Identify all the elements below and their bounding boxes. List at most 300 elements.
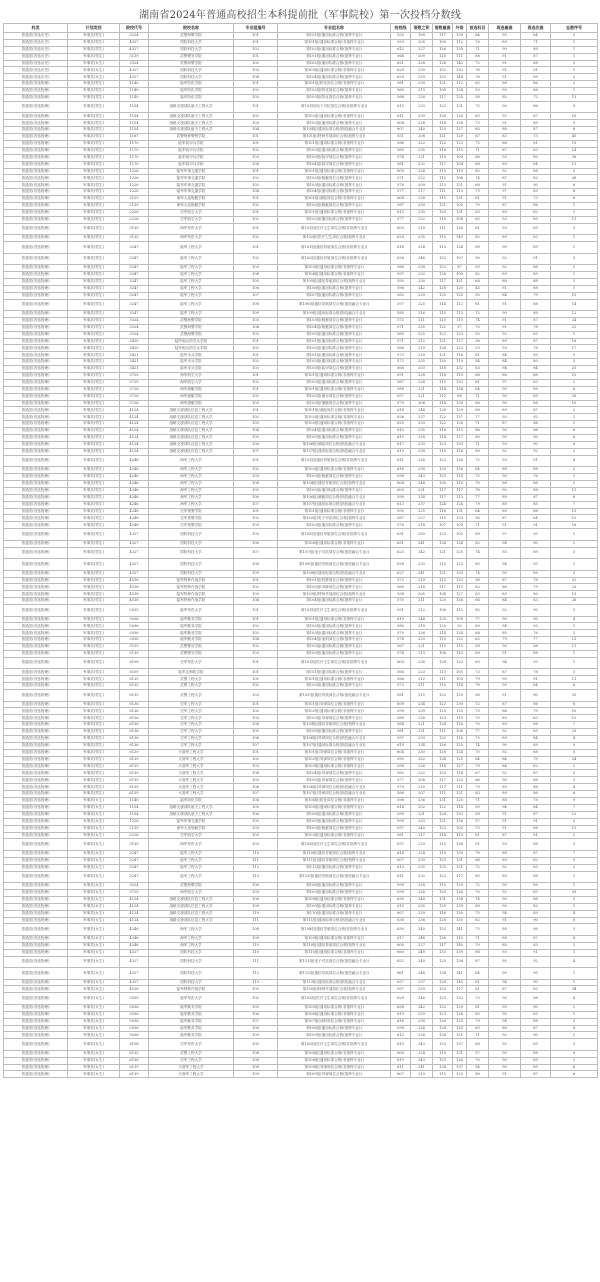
table-cell: 124: [453, 386, 467, 393]
table-cell: 89: [489, 871, 521, 883]
table-cell: 82: [467, 271, 489, 278]
table-cell: 102: [234, 515, 278, 522]
table-cell: 1140: [120, 81, 149, 88]
table-cell: 海军航空大学: [149, 889, 234, 896]
table-row: [4, 832, 598, 839]
table-cell: 3: [551, 359, 598, 366]
table-cell: 614: [391, 804, 411, 811]
table-cell: 89: [521, 1064, 551, 1071]
table-cell: 12: [551, 311, 598, 318]
table-cell: 第108组(通信导航岗位合格(指技融合专业)): [278, 559, 391, 571]
table-cell: 92: [521, 956, 551, 968]
table-row: [4, 127, 598, 134]
table-cell: 1: [551, 480, 598, 487]
table-cell: 90: [489, 1050, 521, 1057]
table-cell: 102: [234, 202, 278, 209]
table-cell: 1: [551, 88, 598, 95]
table-cell: 第106组(导弹岗位合格(指技融合专业)): [278, 784, 391, 791]
table-cell: 89: [521, 216, 551, 223]
table-cell: 普通类(首选物理): [4, 616, 68, 623]
table-cell: 90: [521, 435, 551, 442]
table-cell: 619: [391, 1057, 411, 1064]
table-cell: 129: [453, 33, 467, 40]
table-cell: 第102组(导弹岗位合格(非指挥专业)): [278, 756, 391, 763]
table-cell: 陆军炮兵防空兵学院: [149, 338, 234, 345]
table-cell: 71: [467, 393, 489, 400]
table-cell: 17: [551, 345, 598, 352]
table-cell: 87: [489, 515, 521, 522]
table-cell: 84: [521, 161, 551, 168]
table-cell: 589: [391, 386, 411, 393]
table-cell: 4327: [120, 540, 149, 547]
table-cell: 火箭军工程大学: [149, 1071, 234, 1078]
table-cell: 89: [521, 1039, 551, 1051]
table-cell: 第104组(舰艇岗位合格(指挥专业)): [278, 324, 391, 331]
table-cell: 国防科技大学: [149, 979, 234, 986]
table-cell: 566: [391, 366, 411, 373]
table-cell: 76: [467, 487, 489, 494]
table-cell: 普通类(首选物理): [4, 1018, 68, 1025]
table-cell: 3421: [120, 366, 149, 373]
table-cell: 军事类(男生): [68, 736, 120, 743]
table-cell: 110: [453, 480, 467, 487]
table-cell: 第108组(导弹岗位合格(非指挥专业)): [278, 1064, 391, 1071]
table-cell: 114: [433, 400, 453, 407]
table-cell: 88: [521, 265, 551, 272]
table-cell: 第109组(通用标准合格(指挥专业)): [278, 903, 391, 910]
table-cell: 93: [489, 154, 521, 161]
table-cell: 616: [391, 1018, 411, 1025]
table-cell: 125: [433, 708, 453, 715]
table-cell: 124: [453, 242, 467, 254]
table-cell: 95: [521, 529, 551, 541]
table-cell: 第109组(通用标准合格(指挥专业)): [278, 1032, 391, 1039]
table-cell: 600: [391, 487, 411, 494]
table-cell: 117: [433, 487, 453, 494]
table-cell: 111: [433, 676, 453, 683]
table-row: [4, 140, 598, 147]
table-cell: 121: [453, 278, 467, 285]
table-cell: 普通类(首选物理): [4, 435, 68, 442]
table-cell: 613: [391, 864, 411, 871]
table-cell: 226: [411, 630, 433, 637]
table-cell: 138: [453, 956, 467, 968]
table-cell: 普通类(首选物理): [4, 979, 68, 986]
table-cell: 11: [551, 644, 598, 651]
table-cell: 133: [453, 570, 467, 577]
table-cell: 普通类(首选物理): [4, 715, 68, 722]
table-cell: 陆军特种作战学院: [149, 986, 234, 993]
table-cell: 第102组(通用标准合格(指挥专业)): [278, 147, 391, 154]
table-row: [4, 676, 598, 683]
table-cell: 132: [433, 253, 453, 265]
table-cell: 6136: [120, 708, 149, 715]
table-cell: 87: [521, 770, 551, 777]
table-cell: 国防科技大学: [149, 949, 234, 956]
table-cell: 112: [433, 175, 453, 182]
table-cell: 225: [411, 331, 433, 338]
table-cell: 4246: [120, 942, 149, 949]
table-cell: 武警海警学院: [149, 883, 234, 890]
table-cell: 1: [551, 540, 598, 547]
table-cell: 104: [234, 161, 278, 168]
table-cell: 空军工程大学: [149, 722, 234, 729]
table-cell: 219: [411, 345, 433, 352]
table-cell: 108: [234, 559, 278, 571]
table-cell: 126: [453, 818, 467, 825]
table-cell: 84: [489, 763, 521, 770]
table-cell: 普通类(首选物理): [4, 839, 68, 851]
table-cell: 126: [453, 598, 467, 605]
table-cell: 113: [234, 871, 278, 883]
table-cell: 89: [489, 715, 521, 722]
table-cell: 军事类(女生): [68, 850, 120, 857]
table-cell: 97: [453, 324, 467, 331]
table-cell: 第105组(通用标准合格(非指挥专业)): [278, 1004, 391, 1011]
table-cell: 60: [467, 657, 489, 669]
table-cell: 第109组(通用标准合格(非指挥专业)): [278, 935, 391, 942]
table-cell: 普通类(首选物理): [4, 386, 68, 393]
table-cell: 122: [433, 690, 453, 702]
table-cell: 84: [467, 467, 489, 474]
table-cell: 普通类(首选物理): [4, 623, 68, 630]
table-cell: 75: [467, 910, 489, 917]
table-cell: 76: [467, 850, 489, 857]
table-cell: 105: [234, 435, 278, 442]
table-cell: 第104组(通用标准合格(指技融合专业)): [278, 127, 391, 134]
table-cell: 第103组(通用标准合格(指挥专业)): [278, 889, 391, 896]
table-cell: 90: [521, 605, 551, 617]
table-cell: 5: [551, 770, 598, 777]
table-cell: 陆军军事交通学院: [149, 182, 234, 189]
table-cell: 109: [433, 39, 453, 46]
table-cell: 5: [551, 168, 598, 175]
table-cell: 101: [234, 701, 278, 708]
table-cell: 第105组(导弹岗位合格(指挥专业)): [278, 777, 391, 784]
table-cell: 第111组(通信导航岗位合格(指挥专业)): [278, 857, 391, 864]
table-cell: 85: [489, 630, 521, 637]
table-cell: 3247: [120, 242, 149, 254]
table-cell: 228: [411, 168, 433, 175]
table-cell: 6108: [120, 657, 149, 669]
table-cell: 600: [391, 1050, 411, 1057]
table-cell: 241: [411, 570, 433, 577]
table-row: [4, 88, 598, 95]
table-cell: 62: [467, 584, 489, 591]
table-cell: 75: [467, 189, 489, 196]
table-cell: 217: [411, 189, 433, 196]
table-cell: 87: [521, 1071, 551, 1078]
table-cell: 72: [467, 140, 489, 147]
table-cell: 军事类(男生): [68, 386, 120, 393]
table-cell: 111: [453, 53, 467, 60]
table-cell: 71: [467, 798, 489, 805]
table-cell: 90: [489, 487, 521, 494]
table-cell: 101: [234, 168, 278, 175]
table-cell: 115: [433, 168, 453, 175]
table-cell: 139: [453, 903, 467, 910]
table-cell: 88: [521, 871, 551, 883]
table-cell: 9: [551, 798, 598, 805]
table-cell: 普通类(首选物理): [4, 400, 68, 407]
table-cell: 235: [411, 864, 433, 871]
table-cell: 军事类(女生): [68, 903, 120, 910]
table-cell: 93: [489, 547, 521, 559]
table-cell: 26: [551, 598, 598, 605]
table-cell: 第105组(通用标准合格(指挥专业)): [278, 331, 391, 338]
table-cell: 2: [551, 942, 598, 949]
table-cell: 陆军军医大学: [149, 605, 234, 617]
table-cell: 第101组(特种作战岗位合格(指挥专业)): [278, 134, 391, 141]
table-cell: 72: [467, 864, 489, 871]
table-cell: 6: [551, 1071, 598, 1078]
table-cell: 93: [489, 455, 521, 467]
table-cell: 4246: [120, 467, 149, 474]
table-cell: 22: [551, 577, 598, 584]
table-cell: 军事类(男生): [68, 359, 120, 366]
table-row: [4, 39, 598, 46]
table-cell: 92: [489, 1039, 521, 1051]
table-cell: 619: [391, 616, 411, 623]
table-cell: 空军工程大学: [149, 729, 234, 736]
table-cell: 第101组(通用标准合格(非指挥专业)): [278, 140, 391, 147]
table-cell: 3324: [120, 60, 149, 67]
table-cell: 普通类(首选物理): [4, 147, 68, 154]
table-row: [4, 942, 598, 949]
table-cell: 111: [234, 857, 278, 864]
table-cell: 6: [551, 441, 598, 448]
table-cell: 125: [433, 956, 453, 968]
table-cell: 4124: [120, 428, 149, 435]
table-cell: 220: [411, 784, 433, 791]
table-cell: 240: [411, 825, 433, 832]
table-cell: 4327: [120, 529, 149, 541]
table-cell: 90: [521, 690, 551, 702]
table-cell: 89: [521, 1057, 551, 1064]
table-cell: 陆军工程大学: [149, 242, 234, 254]
table-cell: 101: [234, 749, 278, 756]
table-cell: 119: [433, 637, 453, 644]
table-cell: 587: [391, 515, 411, 522]
table-cell: 600: [391, 942, 411, 949]
table-cell: 53: [467, 345, 489, 352]
table-cell: 第103组(通用标准合格(指挥专业)): [278, 522, 391, 529]
table-cell: 89: [521, 46, 551, 53]
table-cell: 78: [521, 798, 551, 805]
table-cell: 119: [433, 559, 453, 571]
table-cell: 90: [489, 742, 521, 749]
table-cell: 军事类(男生): [68, 522, 120, 529]
table-cell: 军事类(女生): [68, 832, 120, 839]
table-cell: 91: [489, 67, 521, 74]
table-cell: 90: [489, 435, 521, 442]
table-cell: 3: [551, 223, 598, 235]
table-cell: 3: [551, 547, 598, 559]
table-row: [4, 804, 598, 811]
table-cell: 124: [433, 811, 453, 818]
table-cell: 武警海警学院: [149, 324, 234, 331]
table-cell: 军事类(女生): [68, 1025, 120, 1032]
table-cell: 610: [391, 428, 411, 435]
table-cell: 第101组(通用标准合格(非指挥专业)): [278, 39, 391, 46]
table-cell: 225: [411, 299, 433, 311]
table-cell: 107: [453, 253, 467, 265]
table-cell: 4327: [120, 979, 149, 986]
table-cell: 11: [551, 487, 598, 494]
table-cell: 139: [453, 850, 467, 857]
table-cell: 233: [411, 637, 433, 644]
table-cell: 普通类(首选物理): [4, 708, 68, 715]
table-cell: 16: [551, 338, 598, 345]
table-cell: 第110组(通用标准合格(指挥专业)): [278, 910, 391, 917]
table-cell: 89: [489, 271, 521, 278]
table-cell: 87: [489, 175, 521, 182]
table-cell: 132: [453, 811, 467, 818]
table-cell: 86: [521, 202, 551, 209]
table-cell: 5036: [120, 1032, 149, 1039]
table-cell: 6136: [120, 729, 149, 736]
table-cell: 111: [433, 791, 453, 798]
table-cell: 军事类(男生): [68, 777, 120, 784]
table-cell: 军事类(男生): [68, 216, 120, 223]
table-cell: 121: [433, 202, 453, 209]
table-cell: 第106组(潜艇岗位合格(指技融合专业)): [278, 494, 391, 501]
table-cell: 227: [411, 515, 433, 522]
table-cell: 陆军工程大学: [149, 271, 234, 278]
table-cell: 219: [411, 223, 433, 235]
table-cell: 103: [234, 317, 278, 324]
table-cell: 80: [521, 154, 551, 161]
table-cell: 82: [467, 168, 489, 175]
table-cell: 普通类(首选物理): [4, 421, 68, 428]
table-cell: 军事类(女生): [68, 979, 120, 986]
table-cell: 空军预警学院: [149, 522, 234, 529]
table-cell: 587: [391, 202, 411, 209]
table-cell: 103: [234, 67, 278, 74]
table-cell: 88: [521, 896, 551, 903]
table-cell: 11: [551, 676, 598, 683]
table-cell: 军事类(男生): [68, 311, 120, 318]
table-cell: 140: [453, 942, 467, 949]
table-cell: 9: [551, 120, 598, 127]
table-cell: 125: [453, 292, 467, 299]
table-cell: 68: [467, 161, 489, 168]
table-cell: 124: [433, 540, 453, 547]
table-cell: 137: [453, 1039, 467, 1051]
table-cell: 90: [489, 311, 521, 318]
table-cell: 124: [453, 88, 467, 95]
table-cell: 79: [489, 637, 521, 644]
table-cell: 73: [467, 669, 489, 676]
table-cell: 90: [489, 883, 521, 890]
table-cell: 4518: [120, 986, 149, 993]
table-cell: 232: [411, 161, 433, 168]
table-cell: 69: [467, 651, 489, 658]
table-cell: 4: [551, 736, 598, 743]
table-cell: 军事类(男生): [68, 616, 120, 623]
table-cell: 武警海警学院: [149, 317, 234, 324]
table-cell: 1226: [120, 818, 149, 825]
table-cell: 101: [234, 407, 278, 414]
table-cell: 第112组(通信导航岗位合格(指技融合专业)): [278, 968, 391, 980]
table-cell: 94: [489, 623, 521, 630]
table-cell: 217: [411, 832, 433, 839]
table-cell: 102: [234, 253, 278, 265]
table-cell: 26: [551, 154, 598, 161]
table-cell: 82: [467, 917, 489, 924]
table-cell: 军事类(男生): [68, 88, 120, 95]
table-cell: 普通类(首选物理): [4, 630, 68, 637]
table-cell: 陆军炮兵防空兵学院: [149, 345, 234, 352]
table-cell: 228: [411, 196, 433, 203]
table-cell: 89: [489, 784, 521, 791]
table-cell: 125: [453, 756, 467, 763]
table-row: [4, 474, 598, 481]
table-cell: 普通类(首选物理): [4, 407, 68, 414]
table-cell: 4: [551, 616, 598, 623]
table-cell: 56: [467, 690, 489, 702]
table-cell: 92: [489, 168, 521, 175]
table-cell: 64: [467, 33, 489, 40]
table-cell: 229: [411, 74, 433, 81]
table-cell: 101: [234, 676, 278, 683]
table-cell: 5036: [120, 630, 149, 637]
table-cell: 109: [453, 522, 467, 529]
table-cell: 87: [489, 202, 521, 209]
table-cell: 3: [551, 924, 598, 936]
table-cell: 90: [489, 1064, 521, 1071]
table-cell: 武警工程大学: [149, 1050, 234, 1057]
table-cell: 116: [433, 910, 453, 917]
table-cell: 第102组(通信导航岗位合格(非指挥专业)): [278, 253, 391, 265]
table-row: [4, 715, 598, 722]
table-row: [4, 366, 598, 373]
table-cell: 普通类(首选物理): [4, 134, 68, 141]
table-cell: 91: [521, 949, 551, 956]
table-cell: 76: [467, 67, 489, 74]
table-cell: 第102组(通用标准合格(非指挥专业)): [278, 467, 391, 474]
table-cell: 空军航空大学: [149, 216, 234, 223]
table-cell: 81: [467, 299, 489, 311]
table-cell: 89: [521, 742, 551, 749]
table-cell: 第103组(通用标准合格(指挥专业)): [278, 120, 391, 127]
table-cell: 88: [521, 487, 551, 494]
table-cell: 107: [234, 1018, 278, 1025]
table-cell: 普通类(首选物理): [4, 441, 68, 448]
table-cell: 619: [391, 742, 411, 749]
table-cell: 11: [551, 216, 598, 223]
table-cell: 123: [433, 441, 453, 448]
table-cell: 军事类(男生): [68, 448, 120, 455]
table-cell: 3247: [120, 292, 149, 299]
table-cell: 108: [433, 651, 453, 658]
column-header: 投档线: [391, 24, 411, 33]
table-cell: 90: [489, 644, 521, 651]
table-cell: 61: [467, 379, 489, 386]
table-cell: 陆军工程大学: [149, 292, 234, 299]
table-cell: 102: [234, 175, 278, 182]
table-row: [4, 968, 598, 980]
table-cell: 637: [391, 839, 411, 851]
table-cell: 普通类(首选物理): [4, 651, 68, 658]
table-cell: 230: [411, 749, 433, 756]
table-cell: 233: [411, 441, 433, 448]
table-cell: 第105组(通信导航岗位合格(非指挥专业)): [278, 529, 391, 541]
table-cell: 591: [391, 605, 411, 617]
table-cell: 第104组(防化岗位合格(非指挥专业)): [278, 798, 391, 805]
table-cell: 军事类(男生): [68, 729, 120, 736]
table-cell: 军事类(男生): [68, 547, 120, 559]
